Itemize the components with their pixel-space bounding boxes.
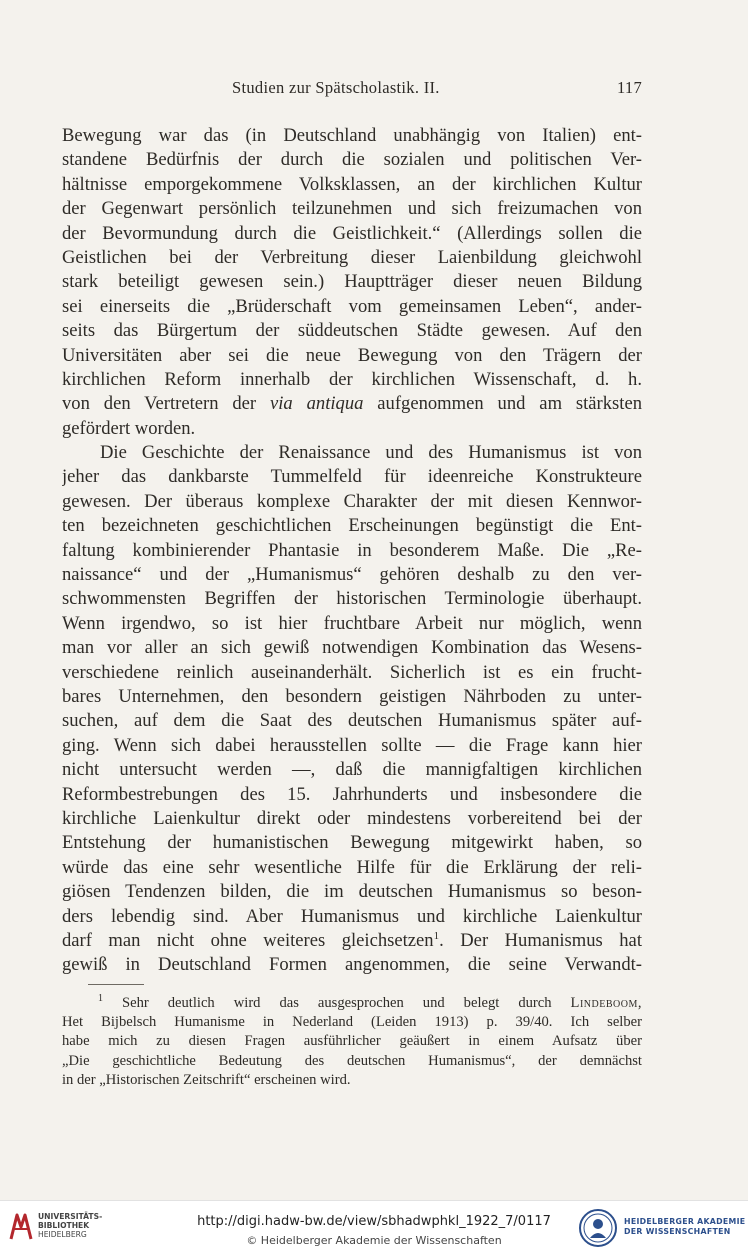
author-name: Lindeboom, (570, 995, 642, 1011)
text-line: Entstehung der humanistischen Bewegung mitgewirkt haben, so (62, 832, 642, 854)
footnote-line (62, 994, 642, 1013)
page-number: 117 (616, 78, 642, 97)
academy-name-line: DER WISSENSCHAFTEN (624, 1227, 731, 1236)
academy-seal-icon[interactable] (578, 1208, 618, 1248)
text-line: gefördert worden. (62, 417, 196, 439)
text-line: Universitäten aber sei die neue Bewegung von den Trägern der (62, 344, 642, 366)
library-name-line: HEIDELBERG (38, 1230, 87, 1240)
text-line: bares Unternehmen, den besondern geistigen Nährboden zu unter- (62, 685, 642, 707)
text-line: der Bevormundung durch die Geistlichkeit.“ (Allerdings sollen die (62, 222, 642, 244)
academy-name-line: HEIDELBERGER AKADEMIE (624, 1217, 746, 1226)
text-line: naissance“ und der „Humanismus“ gehören deshalb zu den ver- (62, 564, 642, 586)
text-segment: darf man nicht ohne weiteres gleichsetzen (62, 929, 434, 951)
text-line: jeher das dankbarste Tummelfeld für ideenreiche Konstrukteure (62, 466, 642, 488)
footnote-line: „Die geschichtliche Bedeutung des deutschen Humanismus“, der demnächst (62, 1052, 642, 1069)
text-line: der Gegenwart persönlich teilzunehmen und sich freizumachen von (62, 198, 642, 220)
text-line: schwommensten Begriffen der historischen Terminologie überhaupt. (62, 588, 642, 610)
italic-term: via antiqua (270, 393, 364, 415)
text-line: suchen, auf dem die Saat des deutschen Humanismus später auf- (62, 710, 642, 732)
text-segment: . Der Humanismus hat (439, 929, 642, 951)
text-segment: Sehr deutlich wird das ausgesprochen und belegt durch (103, 995, 571, 1011)
running-title: Studien zur Spätscholastik. II. (232, 78, 440, 97)
text-line: ten bezeichneten geschichtlichen Erscheinungen begünstigt die Ent- (62, 515, 642, 537)
text-line: Reformbestrebungen des 15. Jahrhunderts und insbesondere die (62, 783, 642, 805)
text-line: hältnisse emporgekommene Volksklassen, an der kirchlichen Kultur (62, 173, 642, 195)
running-header (62, 78, 642, 102)
permalink-url[interactable]: http://digi.hadw-bw.de/view/sbhadwphkl_1922_7/0117 (197, 1214, 551, 1229)
library-name-line: UNIVERSITÄTS- (38, 1212, 103, 1221)
footnote-line: Het Bijbelsch Humanisme in Nederland (Leiden 1913) p. 39/40. Ich selber (62, 1014, 642, 1031)
text-line (62, 929, 642, 953)
academy-name (624, 1217, 745, 1237)
text-line: Wenn irgendwo, so ist hier fruchtbare Arbeit nur möglich, wenn (62, 612, 642, 634)
library-name-line: BIBLIOTHEK (38, 1221, 90, 1231)
text-segment: von den Vertretern der (62, 393, 270, 415)
text-line: sei einerseits die „Brüderschaft vom gemeinsamen Leben“, ander- (62, 295, 642, 317)
text-line: seits das Bürgertum der süddeutschen Städte gewesen. Auf den (62, 320, 642, 342)
footnote-line: in der „Historischen Zeitschrift“ erscheinen wird. (62, 1071, 351, 1088)
text-line: giösen Tendenzen bilden, die im deutschen Humanismus so beson- (62, 881, 642, 903)
text-line: ging. Wenn sich dabei herausstellen sollte — die Frage kann hier (62, 734, 642, 756)
body-text (62, 124, 642, 978)
text-line: standene Bedürfnis der durch die sozialen und politischen Ver- (62, 149, 642, 171)
copyright-notice: © Heidelberger Akademie der Wissenschaften (246, 1234, 502, 1247)
text-line: gewiß in Deutschland Formen angenommen, die seine Verwandt- (62, 954, 642, 976)
text-line: gewesen. Der überaus komplexe Charakter der mit diesen Kennwor- (62, 490, 642, 512)
text-line: faltung kombinierender Phantasie in besonderem Maße. Die „Re- (62, 539, 642, 561)
footnote-separator (88, 984, 144, 985)
footnote-reference: 1 (433, 929, 440, 942)
text-line: kirchlichen Reform innerhalb der kirchlichen Wissenschaft, d. h. (62, 368, 642, 390)
text-line: verschiedene reinlich auseinanderhält. Sicherlich ist es ein frucht- (62, 661, 642, 683)
text-line: ders lebendig sind. Aber Humanismus und kirchliche Laienkultur (62, 905, 642, 927)
footnote-line: habe mich zu diesen Fragen ausführlicher geäußert in einem Aufsatz über (62, 1033, 642, 1050)
footnote-marker: 1 (98, 994, 103, 1005)
text-line: Die Geschichte der Renaissance und des Humanismus ist von (100, 442, 642, 464)
text-line (62, 392, 642, 416)
text-line: nicht untersucht werden —, daß die mannigfaltigen kirchlichen (62, 759, 642, 781)
footnote (62, 994, 642, 1090)
text-line: Bewegung war das (in Deutschland unabhängig von Italien) ent- (62, 125, 642, 146)
text-line: man vor aller an sich gewiß notwendigen Kombination das Wesens- (62, 637, 642, 659)
text-line: würde das eine sehr wesentliche Hilfe für die Erklärung der reli- (62, 856, 642, 878)
text-line: kirchliche Laienkultur direkt oder mindestens vorbereitend bei der (62, 807, 642, 829)
viewer-footer (0, 1200, 748, 1255)
text-line: Geistlichen bei der Verbreitung dieser Laienbildung gleichwohl (62, 246, 642, 268)
text-segment: aufgenommen und am stärksten (363, 393, 642, 415)
text-line: stark beteiligt gewesen sein.) Hauptträger dieser neuen Bildung (62, 271, 642, 293)
